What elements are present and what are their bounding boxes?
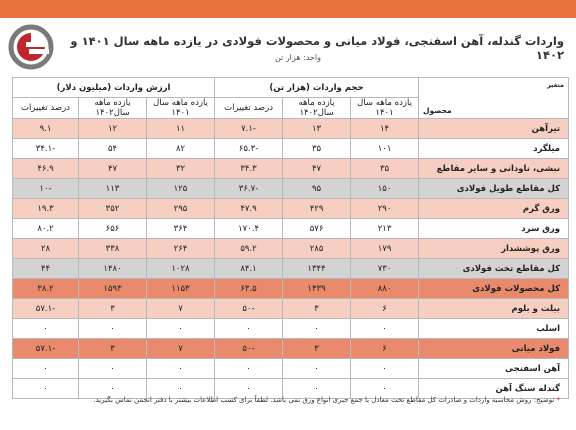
cell-volume-1401: ۳۵: [351, 159, 419, 179]
cell-value-1402: ۰: [79, 379, 147, 399]
cell-volume-change: ۰: [215, 379, 283, 399]
cell-value-1402: ۱۱۳: [79, 179, 147, 199]
row-label: فولاد میانی: [419, 339, 569, 359]
table-row: [13, 359, 569, 379]
cell-volume-change: ۳۴.۳: [215, 159, 283, 179]
row-label: کل مقاطع تخت فولادی: [419, 259, 569, 279]
row-label: آهن اسفنجی: [419, 359, 569, 379]
cell-value-change: -۵۷.۱: [13, 299, 79, 319]
table-row: [13, 159, 569, 179]
cell-value-1401: ۰: [147, 379, 215, 399]
cell-volume-1402: ۱۳: [283, 119, 351, 139]
cell-volume-1401: ۱۵۰: [351, 179, 419, 199]
cell-volume-1402: ۱۴۳۹: [283, 279, 351, 299]
unit-label: واحد: هزار تن: [274, 53, 321, 62]
subheader-cell: درصد تغییرات: [13, 98, 79, 119]
cell-volume-1401: ۶: [351, 339, 419, 359]
cell-volume-1402: ۴۲۹: [283, 199, 351, 219]
cell-value-1401: ۰: [147, 319, 215, 339]
cell-volume-change: ۶۳.۵: [215, 279, 283, 299]
cell-volume-1402: ۵۷۶: [283, 219, 351, 239]
table-row: [13, 199, 569, 219]
cell-volume-1401: ۰: [351, 359, 419, 379]
table-row: [13, 319, 569, 339]
cell-value-change: ۰: [13, 319, 79, 339]
corner-cell: [419, 78, 569, 119]
corner-product-label: محصول: [423, 106, 452, 115]
cell-value-1401: ۲۹۵: [147, 199, 215, 219]
cell-value-change: ۴۴: [13, 259, 79, 279]
subheader-cell: درصد تغییرات: [215, 98, 283, 119]
cell-value-change: ۴۶.۹: [13, 159, 79, 179]
cell-value-1402: ۳۳۸: [79, 239, 147, 259]
cell-volume-change: ۰: [215, 319, 283, 339]
cell-value-1402: ۳: [79, 339, 147, 359]
footnote-star: *: [556, 396, 560, 404]
imports-table: [12, 77, 569, 399]
cell-volume-change: -۵۰: [215, 339, 283, 359]
cell-value-1401: ۳۲: [147, 159, 215, 179]
group-header-value: ارزش واردات (میلیون دلار): [13, 78, 215, 98]
cell-volume-change: ۰: [215, 359, 283, 379]
cell-value-change: ۹.۱: [13, 119, 79, 139]
cell-value-1402: ۵۴: [79, 139, 147, 159]
header-row-groups: [13, 78, 569, 98]
cell-value-1401: ۱۰۲۸: [147, 259, 215, 279]
row-label: کل محصولات فولادی: [419, 279, 569, 299]
top-accent-bar: [0, 0, 576, 18]
row-label: ورق پوششدار: [419, 239, 569, 259]
cell-volume-1401: ۰: [351, 379, 419, 399]
row-label: گندله سنگ آهن: [419, 379, 569, 399]
page-title: واردات گندله، آهن اسفنجی، فولاد میانی و محصولات فولادی در یازده ماهه سال ۱۴۰۱ و ۱۴۰۲: [70, 34, 564, 62]
row-label: ورق گرم: [419, 199, 569, 219]
footnote-text: توضیح: روش محاسبه واردات و صادرات کل مقاطع تخت معادل با جمع جبری انواع ورق نمی باشد. لطفاً برای کسب اطلاعات بیشتر با دفتر انجمن تماس بگیرید.: [93, 396, 555, 404]
table-row: [13, 259, 569, 279]
cell-volume-1402: ۳: [283, 299, 351, 319]
subheader-cell: یازده ماهه سال ۱۴۰۱: [147, 98, 215, 119]
cell-volume-1401: ۸۸۰: [351, 279, 419, 299]
row-label: ورق سرد: [419, 219, 569, 239]
table-row: [13, 239, 569, 259]
corner-variable-label: متغیر: [547, 81, 565, 89]
cell-value-1401: ۸۲: [147, 139, 215, 159]
cell-volume-1402: ۰: [283, 319, 351, 339]
cell-value-change: ۰: [13, 379, 79, 399]
cell-volume-change: ۸۴.۱: [215, 259, 283, 279]
cell-volume-1402: ۱۳۴۴: [283, 259, 351, 279]
cell-value-change: -۳۴.۱: [13, 139, 79, 159]
association-logo-icon: [8, 24, 54, 70]
cell-value-change: -۵۷.۱: [13, 339, 79, 359]
cell-volume-1401: ۰: [351, 319, 419, 339]
cell-volume-1401: ۶: [351, 299, 419, 319]
cell-value-1401: ۲۶۴: [147, 239, 215, 259]
row-label: نبشی، ناودانی و سایر مقاطع: [419, 159, 569, 179]
cell-volume-1402: ۹۵: [283, 179, 351, 199]
cell-value-1402: ۰: [79, 319, 147, 339]
cell-volume-1402: ۲۸۵: [283, 239, 351, 259]
cell-volume-1401: ۱۴: [351, 119, 419, 139]
cell-value-1401: ۷: [147, 339, 215, 359]
cell-value-1402: ۳: [79, 299, 147, 319]
cell-value-1402: ۳۵۲: [79, 199, 147, 219]
cell-volume-1402: ۳۵: [283, 139, 351, 159]
subheader-cell: یازده ماهه سال ۱۴۰۱: [351, 98, 419, 119]
table-row: [13, 139, 569, 159]
row-label: بیلت و بلوم: [419, 299, 569, 319]
cell-volume-1401: ۱۰۱: [351, 139, 419, 159]
row-label: تیرآهن: [419, 119, 569, 139]
cell-volume-change: -۶۵.۳: [215, 139, 283, 159]
cell-volume-change: ۱۷۰.۴: [215, 219, 283, 239]
table-row: [13, 119, 569, 139]
cell-value-change: ۳۸.۲: [13, 279, 79, 299]
cell-volume-change: ۴۷.۹: [215, 199, 283, 219]
cell-volume-1402: ۴۷: [283, 159, 351, 179]
cell-value-1401: ۱۱: [147, 119, 215, 139]
table-row: [13, 279, 569, 299]
cell-value-1401: ۰: [147, 359, 215, 379]
table-row: [13, 299, 569, 319]
cell-value-change: ۰: [13, 359, 79, 379]
cell-value-1401: ۷: [147, 299, 215, 319]
row-label: میلگرد: [419, 139, 569, 159]
cell-volume-change: -۵۰: [215, 299, 283, 319]
cell-volume-1401: ۷۳۰: [351, 259, 419, 279]
row-label: کل مقاطع طویل فولادی: [419, 179, 569, 199]
cell-value-change: -۱۰: [13, 179, 79, 199]
group-header-volume: حجم واردات (هزار تن): [215, 78, 419, 98]
cell-value-1402: ۰: [79, 359, 147, 379]
cell-value-change: ۸۰.۲: [13, 219, 79, 239]
cell-volume-1401: ۲۱۳: [351, 219, 419, 239]
cell-volume-change: -۳۶.۷: [215, 179, 283, 199]
cell-value-1402: ۱۲: [79, 119, 147, 139]
subheader-cell: یازده ماهه سال۱۴۰۲: [79, 98, 147, 119]
cell-value-1401: ۳۶۴: [147, 219, 215, 239]
cell-volume-1402: ۳: [283, 339, 351, 359]
footnote: [93, 396, 560, 404]
cell-volume-1402: ۰: [283, 359, 351, 379]
table-row: [13, 219, 569, 239]
cell-volume-1401: ۱۷۹: [351, 239, 419, 259]
cell-volume-change: -۷.۱: [215, 119, 283, 139]
cell-value-1402: ۴۷: [79, 159, 147, 179]
cell-value-1402: ۱۴۸۰: [79, 259, 147, 279]
cell-value-1402: ۶۵۶: [79, 219, 147, 239]
cell-volume-1402: ۰: [283, 379, 351, 399]
cell-value-1401: ۱۲۵: [147, 179, 215, 199]
cell-value-1402: ۱۵۹۳: [79, 279, 147, 299]
cell-volume-1401: ۲۹۰: [351, 199, 419, 219]
cell-value-change: ۱۹.۳: [13, 199, 79, 219]
table-row: [13, 179, 569, 199]
cell-value-1401: ۱۱۵۳: [147, 279, 215, 299]
cell-value-change: ۲۸: [13, 239, 79, 259]
table-row: [13, 339, 569, 359]
row-label: اسلب: [419, 319, 569, 339]
cell-volume-change: ۵۹.۲: [215, 239, 283, 259]
subheader-cell: یازده ماهه سال۱۴۰۲: [283, 98, 351, 119]
